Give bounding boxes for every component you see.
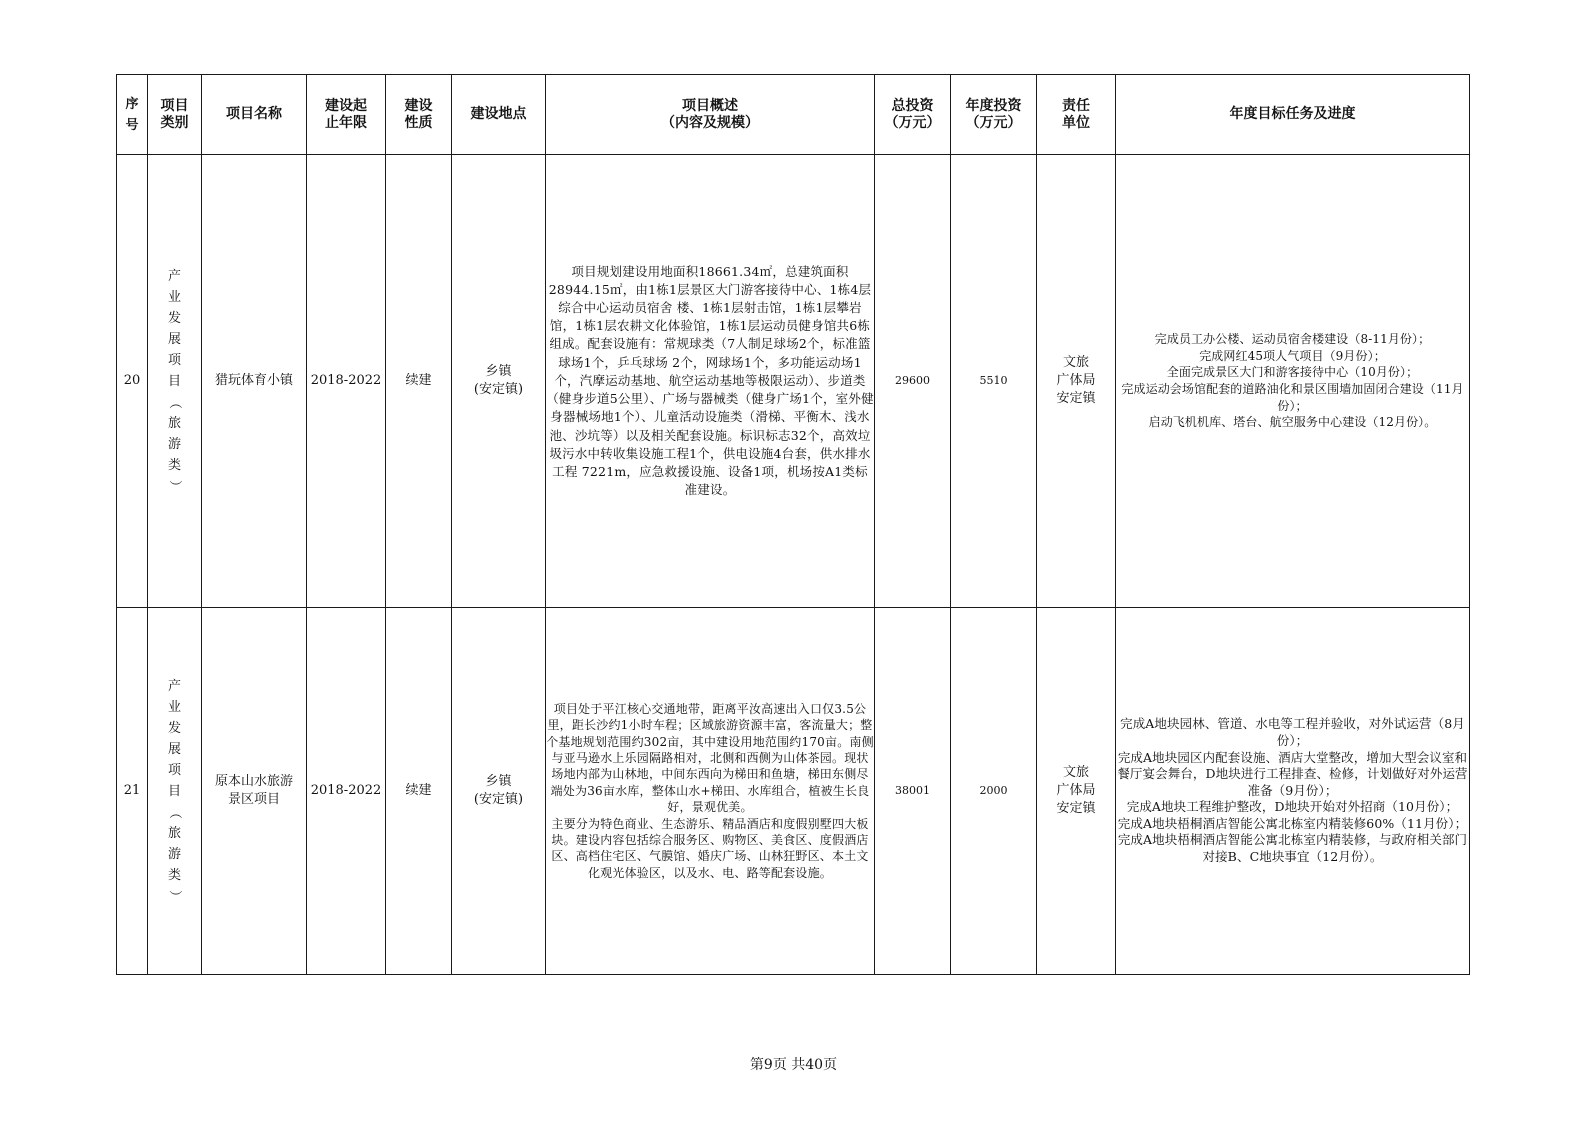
row-tasks (1116, 155, 1470, 608)
row-period: 2018-2022 (307, 155, 386, 608)
row-annual-investment: 5510 (951, 155, 1037, 608)
row-location: 乡镇 (安定镇) (452, 155, 546, 608)
header-responsible-unit: 责任 单位 (1037, 75, 1116, 155)
task-item: 完成A地块梧桐酒店智能公寓北栋室内精装修60%（11月份）； (1117, 815, 1468, 831)
task-item: 完成A地块园林、管道、水电等工程并验收，对外试运营（8月份）； (1120, 716, 1465, 748)
row-category: 产业发展项目（旅游类） (148, 155, 202, 608)
page-number: 第9页 共40页 (749, 1057, 838, 1073)
table-row (117, 608, 1470, 975)
header-period: 建设起止年限 (307, 75, 386, 155)
task-item: 完成A地块工程维护整改，D地块开始对外招商（10月份）； (1126, 799, 1459, 815)
header-category: 项目类别 (148, 75, 202, 155)
row-name: 猎玩体育小镇 (202, 155, 307, 608)
row-period: 2018-2022 (307, 608, 386, 975)
header-overview: 项目概述 （内容及规模） (546, 75, 875, 155)
row-seq: 21 (117, 608, 148, 975)
row-nature: 续建 (386, 155, 452, 608)
row-category: 产业发展项目（旅游类） (148, 608, 202, 975)
task-item: 完成运动会场馆配套的道路油化和景区围墙加固闭合建设（11月份）； (1121, 382, 1464, 413)
task-item: 完成A地块梧桐酒店智能公寓北栋室内精装修，与政府相关部门对接B、C地块事宜（12月份）。 (1117, 832, 1468, 865)
header-tasks: 年度目标任务及进度 (1116, 75, 1470, 155)
row-responsible-unit: 文旅 广体局 安定镇 (1037, 155, 1116, 608)
row-tasks (1116, 608, 1470, 975)
row-name: 原本山水旅游 景区项目 (202, 608, 307, 975)
header-total-investment: 总投资 （万元） (875, 75, 951, 155)
task-item: 完成员工办公楼、运动员宿舍楼建设（8-11月份）； (1154, 332, 1431, 347)
task-item: 完成网红45项人气项目（9月份）； (1199, 348, 1386, 363)
row-nature: 续建 (386, 608, 452, 975)
header-location: 建设地点 (452, 75, 546, 155)
header-row (117, 75, 1470, 155)
task-item: 全面完成景区大门和游客接待中心（10月份）； (1166, 365, 1419, 380)
header-nature: 建设性质 (386, 75, 452, 155)
row-description: 项目处于平江核心交通地带，距离平汝高速出入口仅3.5公里，距长沙约1小时车程；区域旅游资源丰富，客流量大；整个基地规划范围约302亩，其中建设用地范围约170亩。南侧与亚马逊水上乐园隔路相对，北侧和西侧为山体茶园。现状场地内部为山林地，中间东西向为梯田和鱼塘，梯田东侧尽端处为36亩水库，整体山水+梯田、水库组合，植被生长良好，景观优美。 主要分为特色商业、生态游乐、精品酒店和度假别墅四大板块。建设内容包括综合服务区、购物区、美食区、度假酒店区、高档住宅区、气膜馆、婚庆广场、山林狂野区、本土文化观光体验区，以及水、电、路等配套设施。 (546, 608, 875, 975)
row-total-investment: 29600 (875, 155, 951, 608)
header-annual-investment: 年度投资 （万元） (951, 75, 1037, 155)
table-row (117, 155, 1470, 608)
row-annual-investment: 2000 (951, 608, 1037, 975)
task-item: 完成A地块园区内配套设施、酒店大堂整改，增加大型会议室和餐厅宴会舞台，D地块进行工程排查、检修，计划做好对外运营准备（9月份）； (1117, 749, 1468, 798)
task-item: 启动飞机机库、塔台、航空服务中心建设（12月份）。 (1148, 415, 1437, 430)
row-seq: 20 (117, 155, 148, 608)
row-responsible-unit: 文旅 广体局 安定镇 (1037, 608, 1116, 975)
project-table (116, 74, 1470, 975)
header-name: 项目名称 (202, 75, 307, 155)
row-description: 项目规划建设用地面积18661.34㎡，总建筑面积28944.15㎡，由1栋1层景区大门游客接待中心、1栋4层综合中心运动员宿舍 楼、1栋1层射击馆，1栋1层攀岩馆，1栋1层农耕文化体验馆，1栋1层运动员健身馆共6栋组成。配套设施有：常规球类（7人制足球场2个，标准篮球场1个，乒乓球场 2个，网球场1个，多功能运动场1个，汽摩运动基地、航空运动基地等极限运动）、步道类（健身步道5公里）、广场与器械类（健身广场1个，室外健身器械场地1个）、儿童活动设施类（滑梯、平衡木、浅水池、沙坑等）以及相关配套设施。标识标志32个，高效垃圾污水中转收集设施工程1个，供电设施4台套，供水排水工程 7221m，应急救援设施、设备1项，机场按A1类标准建设。 (546, 155, 875, 608)
row-location: 乡镇 (安定镇) (452, 608, 546, 975)
header-seq: 序号 (117, 75, 148, 155)
row-total-investment: 38001 (875, 608, 951, 975)
